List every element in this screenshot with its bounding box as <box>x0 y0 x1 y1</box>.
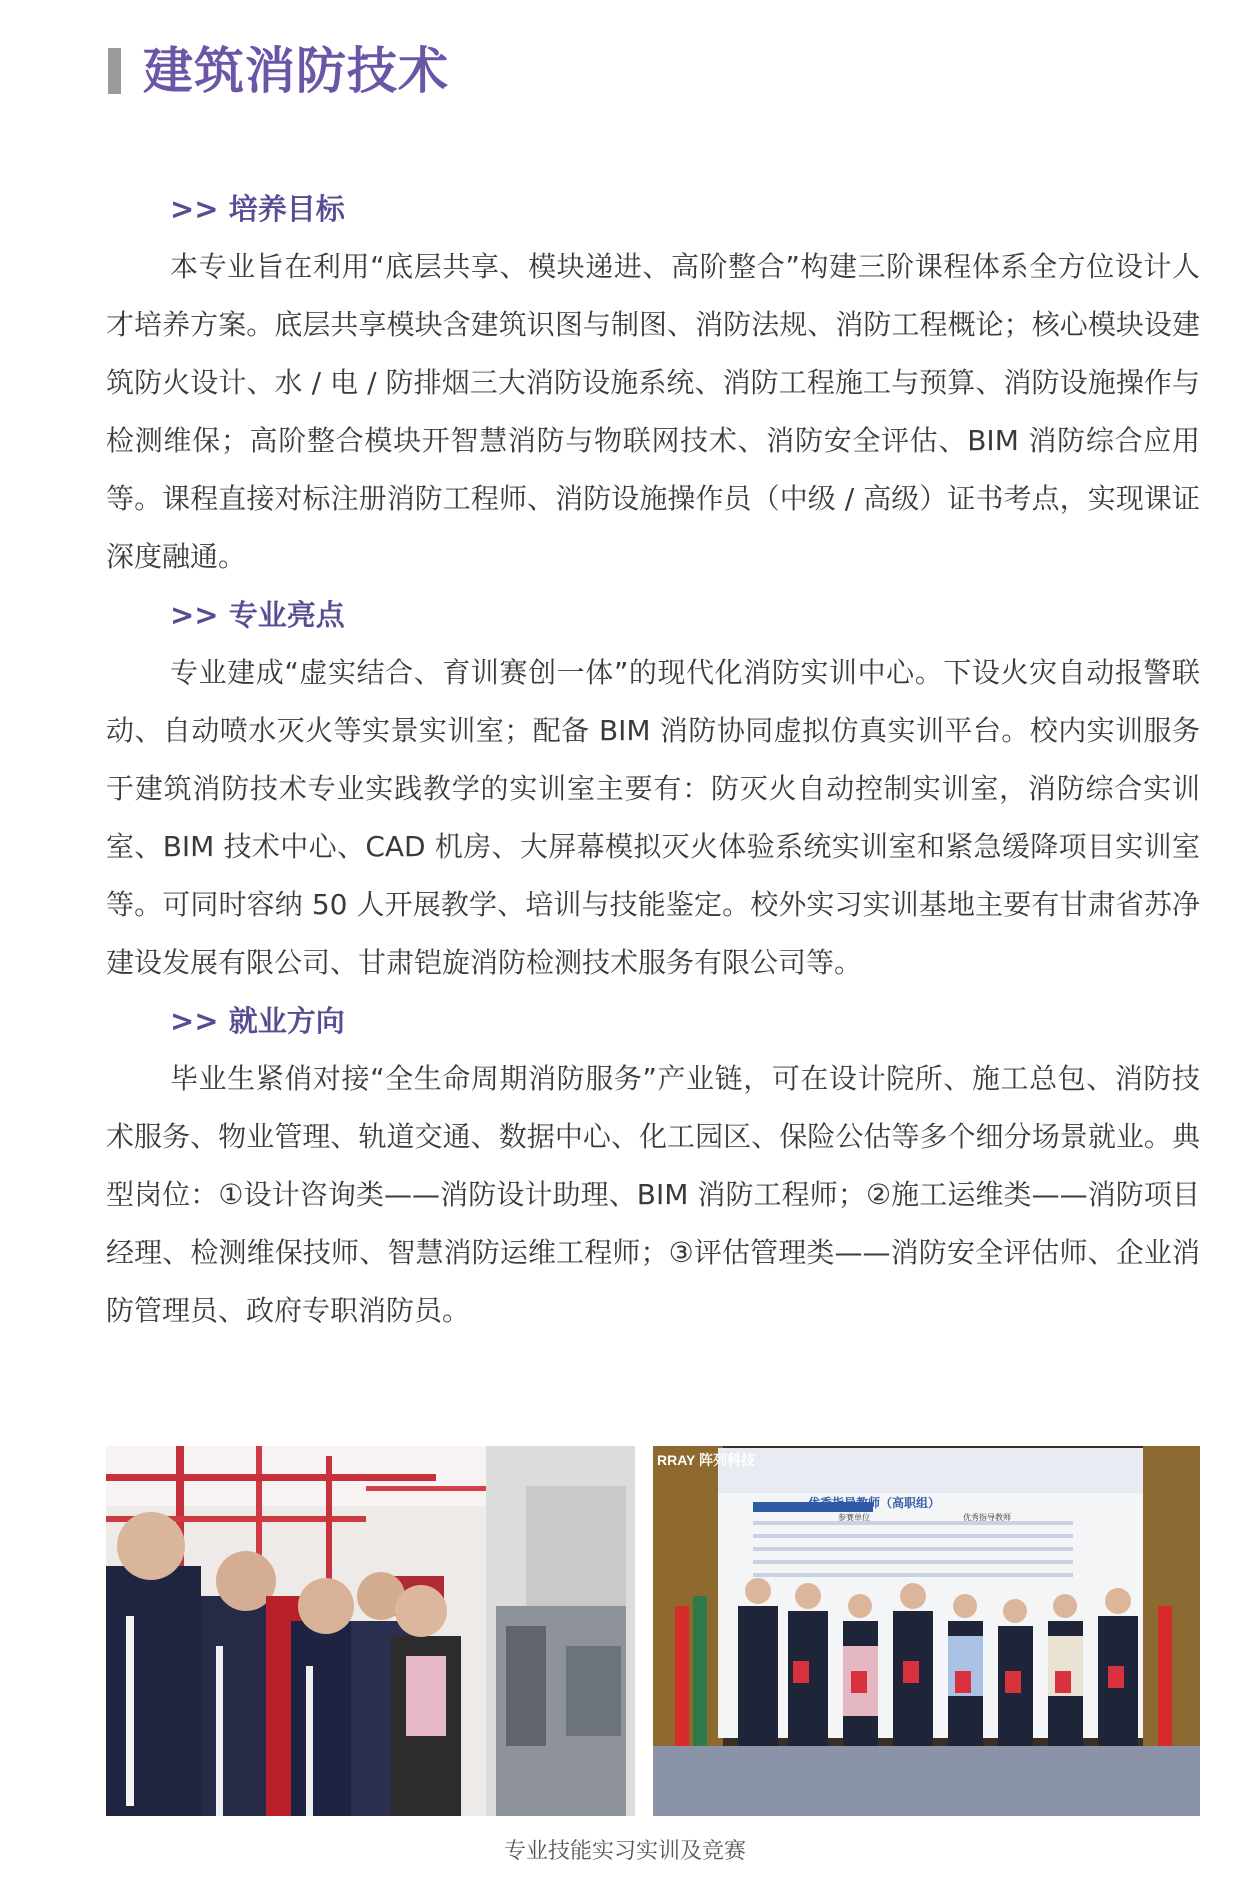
title-accent-bar <box>108 48 121 94</box>
photo-caption: 专业技能实习实训及竞赛 <box>503 1839 746 1864</box>
section-heading: >> 培养目标 <box>170 192 345 226</box>
award-ceremony-photo <box>653 1446 1200 1816</box>
section-paragraph: 本专业旨在利用“底层共享、模块递进、高阶整合”构建三阶课程体系全方位设计人才培养方案。底层共享模块含建筑识图与制图、消防法规、消防工程概论；核心模块设建筑防火设计、水 / 电 / 防排烟三大消防设施系统、消防工程施工与预算、消防设施操作与检测维保；高阶整合模块开智慧消防与物联网技术、消防安全评估、BIM 消防综合应用等。课程直接对标注册消防工程师、消防设施操作员（中级 / 高级）证书考点，实现课证深度融通。 <box>106 250 1200 573</box>
photo-row <box>106 1446 1200 1816</box>
training-lab-photo <box>106 1446 635 1816</box>
board-col-right: 优秀指导教师 <box>963 1513 1011 1522</box>
section-paragraph: 专业建成“虚实结合、育训赛创一体”的现代化消防实训中心。下设火灾自动报警联动、自动喷水灭火等实景实训室；配备 BIM 消防协同虚拟仿真实训平台。校内实训服务于建筑消防技术专业实践教学的实训室主要有：防灭火自动控制实训室，消防综合实训室、BIM 技术中心、CAD 机房、大屏幕模拟灭火体验系统实训室和紧急缓降项目实训室等。可同时容纳 50 人开展教学、培训与技能鉴定。校外实习实训基地主要有甘肃省苏净建设发展有限公司、甘肃铠旋消防检测技术服务有限公司等。 <box>106 656 1200 979</box>
section-highlights <box>106 586 1200 992</box>
training-lab-illustration <box>106 1446 635 1816</box>
main-content <box>106 180 1200 1340</box>
board-title: 优秀指导教师（高职组） <box>808 1496 941 1510</box>
section-employment <box>106 992 1200 1340</box>
page-title: 建筑消防技术 <box>143 42 449 100</box>
section-heading: >> 专业亮点 <box>170 598 345 632</box>
section-paragraph: 毕业生紧俏对接“全生命周期消防服务”产业链，可在设计院所、施工总包、消防技术服务、物业管理、轨道交通、数据中心、化工园区、保险公估等多个细分场景就业。典型岗位：①设计咨询类——消防设计助理、BIM 消防工程师；②施工运维类——消防项目经理、检测维保技师、智慧消防运维工程师；③评估管理类——消防安全评估师、企业消防管理员、政府专职消防员。 <box>106 1062 1200 1327</box>
section-training-goals <box>106 180 1200 586</box>
section-heading: >> 就业方向 <box>170 1004 345 1038</box>
banner-brand: RRAY 阵列科技 <box>657 1452 756 1468</box>
board-col-left: 参赛单位 <box>838 1513 870 1522</box>
